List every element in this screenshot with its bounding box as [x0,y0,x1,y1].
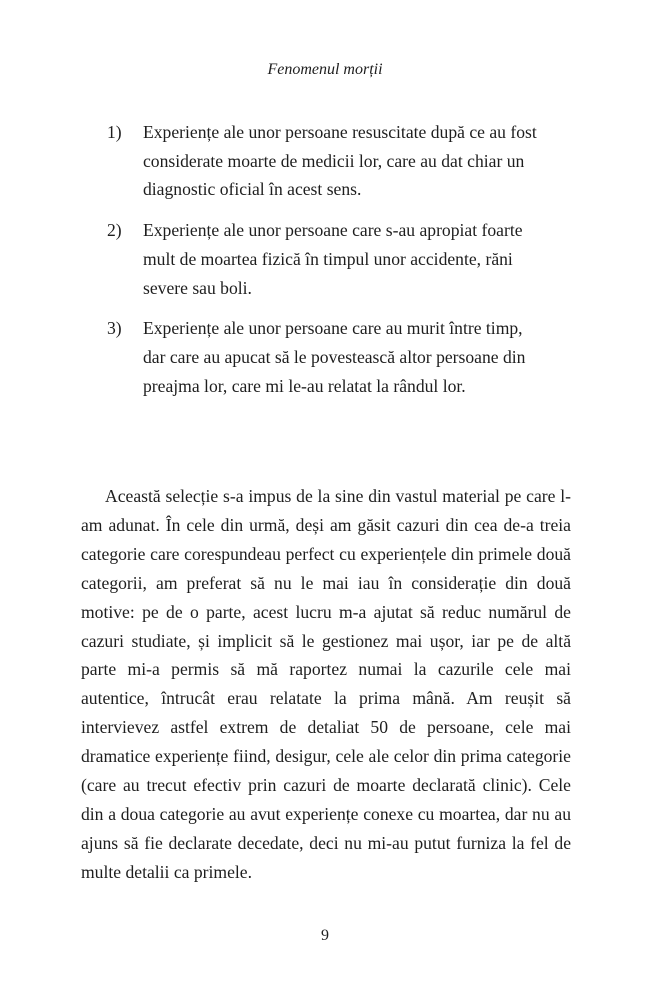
list-item [107,314,547,400]
body-paragraph: Această selecție s-a impus de la sine din vastul material pe care l-am adunat. În cele din urmă, deși am găsit cazuri din cea de-a treia categorie care corespundeau perfect cu experiențele din primele două categorii, am preferat să nu le mai iau în considerație din două motive: pe de o parte, acest lucru m-a ajutat să reduc numărul de cazuri studiate, și implicit să le gestionez mai ușor, iar pe de altă parte mi-a permis să mă raportez numai la cazurile cele mai autentice, întrucât erau relatate la prima mână. Am reușit să intervievez astfel extrem de detaliat 50 de persoane, cele mai dramatice experiențe fiind, desigur, cele ale celor din prima categorie (care au trecut efectiv prin cazuri de moarte declarată clinic). Cele din a doua categorie au avut experiențe conexe cu moartea, dar nu au ajuns să fie declarate decedate, deci nu mi-au putut furniza la fel de multe detalii ca primele. [81,486,571,882]
list-item-number: 3) [107,318,122,339]
list-item-number: 2) [107,220,122,241]
list-item-text: Experiențe ale unor persoane resuscitate după ce au fost considerate moarte de medicii lor, care au dat chiar un diagnostic oficial în acest sens. [143,122,537,200]
page-number: 9 [321,927,329,944]
numbered-list [107,118,547,400]
list-item [107,118,547,204]
list-item-text: Experiențe ale unor persoane care au murit între timp, dar care au apucat să le povestească altor persoane din preajma lor, care mi le-au relatat la rândul lor. [143,318,526,396]
list-item [107,216,547,302]
list-item-number: 1) [107,122,122,142]
list-item-text: Experiențe ale unor persoane care s-au apropiat foarte mult de moartea fizică în timpul unor accidente, răni severe sau boli. [143,220,523,298]
running-header: Fenomenul morții [267,61,383,78]
